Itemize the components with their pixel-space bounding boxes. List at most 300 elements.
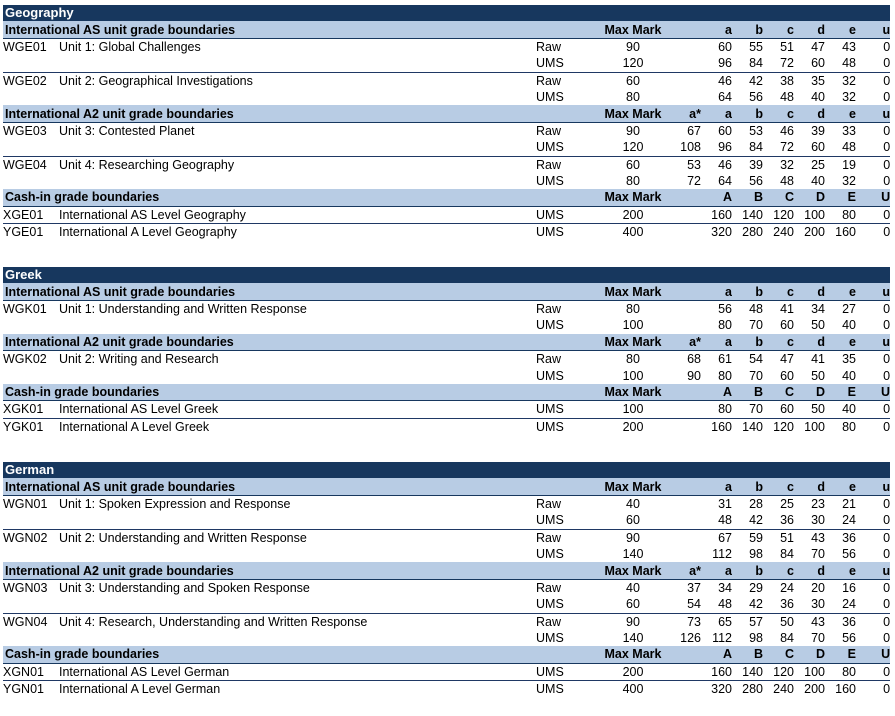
grade-boundary: 36 [780,513,794,528]
grade-boundary: 43 [794,529,825,546]
unit-title: International AS Level Geography [59,207,246,222]
mark-type: UMS [536,90,564,105]
section-title: Cash-in grade boundaries [3,646,578,663]
grade-boundary: 0 [856,681,890,698]
mark-type: UMS [536,513,564,528]
grade-boundary: 30 [811,597,825,612]
grade-boundary: 0 [883,39,891,54]
grade-boundary: 60 [780,402,794,417]
grade-boundary: 84 [749,140,763,155]
grade-boundary: 46 [780,123,794,138]
unit-code: WGE04 [3,157,47,172]
grade-label: b [732,283,763,300]
grade-label: d [794,105,825,122]
grade-boundary: 38 [763,72,794,89]
unit-title: Unit 2: Writing and Research [59,352,219,367]
unit-code: WGN01 [3,496,48,511]
max-mark: 100 [622,368,644,383]
grade-boundary: 40 [842,402,856,417]
grade-boundary: 160 [825,224,856,241]
unit-title: Unit 4: Researching Geography [59,157,235,172]
grade-boundary: 70 [749,402,763,417]
table-row [3,350,890,367]
section-title: International AS unit grade boundaries [3,478,578,495]
unit-title: Unit 4: Research, Understanding and Written Response [59,614,368,629]
grade-boundary: 120 [763,418,794,435]
grade-boundary: 32 [825,72,856,89]
unit-label [3,350,536,367]
grade-boundary: 0 [883,547,891,562]
grade-boundary: 160 [711,207,732,222]
grade-boundary: 98 [749,631,763,646]
grade-boundary: 48 [780,174,794,189]
grade-boundary: 140 [732,418,763,435]
unit-code: WGN04 [3,614,48,629]
grade-boundary: 16 [842,580,856,595]
grade-label: E [825,384,856,401]
grade-boundary: 0 [883,496,891,511]
unit-title: Unit 3: Contested Planet [59,123,195,138]
grade-boundary: 25 [794,156,825,173]
unit-label [3,156,536,173]
grade-boundary: 280 [732,224,763,241]
grade-label: e [825,478,856,495]
grade-boundary: 48 [718,597,732,612]
grade-boundary: 200 [794,681,825,698]
mark-type: Raw [536,123,562,138]
grade-boundary: 50 [811,368,825,383]
table-row [3,72,890,89]
section-header [3,105,890,122]
max-mark: 140 [622,631,644,646]
grade-boundary: 120 [773,664,794,679]
grade-boundary: 160 [825,681,856,698]
unit-label [3,495,536,512]
section-title: Cash-in grade boundaries [3,384,578,401]
grade-boundary: 240 [763,224,794,241]
grade-boundary: 24 [842,597,856,612]
grade-label: D [794,646,825,663]
grade-boundary: 80 [718,318,732,333]
max-mark: 140 [622,547,644,562]
grade-boundary: 48 [718,513,732,528]
unit-code: XGE01 [3,207,44,222]
grade-boundary: 0 [883,140,891,155]
grade-label: c [763,562,794,579]
grade-boundary: 0 [883,207,891,222]
table-row [3,630,890,646]
grade-boundary: 72 [780,140,794,155]
subject-title: German [3,462,890,478]
unit-label [3,579,536,596]
max-mark: 120 [622,140,644,155]
grade-boundary: 33 [842,123,856,138]
max-mark: 400 [602,224,664,241]
max-mark: 80 [626,174,640,189]
unit-label [3,613,536,630]
section-title: International AS unit grade boundaries [3,283,578,300]
grade-boundary: 100 [804,207,825,222]
grade-label: a [701,478,732,495]
grade-boundary: 46 [701,72,732,89]
grade-label: d [794,21,825,38]
section-title: International A2 unit grade boundaries [3,562,578,579]
grade-boundary: 60 [811,56,825,71]
grade-boundary: 68 [687,352,701,367]
unit-label [3,122,536,139]
subject-table-geography [3,5,890,240]
max-mark-header: Max Mark [602,189,664,206]
section-header [3,384,890,401]
grade-boundary: 0 [883,513,891,528]
grade-boundary: 37 [687,580,701,595]
grade-boundary: 80 [842,207,856,222]
grade-boundary: 65 [701,613,732,630]
grade-boundary: 0 [883,352,891,367]
unit-label [3,300,536,317]
section-header [3,21,890,38]
unit-label [3,529,536,546]
grade-label: A [701,646,732,663]
mark-type: UMS [536,174,564,189]
grade-boundary: 0 [856,418,890,435]
table-row [3,367,890,383]
subject-banner [3,267,890,283]
grade-label: d [794,283,825,300]
grade-boundary: 70 [749,368,763,383]
unit-code: WGE01 [3,39,47,54]
grade-boundary: 112 [712,631,732,646]
grade-label: b [732,21,763,38]
grade-label: C [763,384,794,401]
grade-boundary: 80 [825,418,856,435]
unit-title: Unit 2: Understanding and Written Response [59,530,307,545]
section-header [3,478,890,495]
grade-label: A [701,189,732,206]
grade-label: e [825,283,856,300]
grade-label: u [856,105,890,122]
grade-boundary: 40 [811,90,825,105]
grade-label: a [701,334,732,351]
unit-code: WGK02 [3,352,47,367]
table-row [3,401,890,418]
grade-boundary: 0 [883,368,891,383]
max-mark-header: Max Mark [602,478,664,495]
grade-boundary: 72 [687,174,701,189]
unit-code: WGN03 [3,580,48,595]
grade-boundary: 64 [718,174,732,189]
mark-type: UMS [536,681,578,698]
max-mark-header: Max Mark [602,283,664,300]
grade-boundary: 90 [687,368,701,383]
table-row [3,139,890,156]
mark-type: Raw [536,580,562,595]
max-mark: 40 [626,496,640,511]
table-row [3,495,890,512]
grade-boundary: 21 [842,496,856,511]
grade-boundary: 36 [825,529,856,546]
grade-boundary: 320 [701,681,732,698]
grade-label: u [856,283,890,300]
grade-label: C [763,189,794,206]
grade-boundary: 48 [842,56,856,71]
unit-code: WGE02 [3,73,47,88]
grade-boundary: 47 [811,39,825,54]
grade-label: u [856,334,890,351]
max-mark: 90 [626,39,640,54]
grade-boundary: 53 [749,123,763,138]
grade-label: u [856,478,890,495]
grade-boundary: 60 [780,318,794,333]
grade-boundary: 100 [804,664,825,679]
table-row [3,206,890,223]
grade-boundary: 140 [742,664,763,679]
grade-boundary: 27 [842,301,856,316]
grade-boundary: 70 [811,547,825,562]
grade-boundary: 48 [749,301,763,316]
max-mark: 60 [626,597,640,612]
mark-type: Raw [536,39,562,54]
unit-title: Unit 3: Understanding and Spoken Response [59,580,310,595]
grade-boundary: 160 [711,664,732,679]
grade-boundary: 56 [749,90,763,105]
grade-boundary: 126 [680,631,701,646]
table-row [3,38,890,55]
max-mark-header: Max Mark [602,384,664,401]
table-row [3,663,890,680]
grade-boundary: 80 [842,664,856,679]
max-mark: 80 [626,90,640,105]
grade-label: c [763,334,794,351]
max-mark: 200 [602,418,664,435]
unit-title: International A Level Geography [59,225,237,240]
grade-label: a [701,562,732,579]
unit-code: YGN01 [3,682,44,697]
mark-type: UMS [536,597,564,612]
grade-boundary: 70 [749,318,763,333]
unit-code: YGK01 [3,419,44,434]
mark-type: UMS [536,664,564,679]
unit-label [3,72,536,89]
grade-boundary: 51 [780,39,794,54]
max-mark-header: Max Mark [602,562,664,579]
max-mark: 90 [602,529,664,546]
grade-label: a [701,105,732,122]
grade-boundary: 35 [842,352,856,367]
max-mark: 100 [622,402,644,417]
grade-label: C [763,646,794,663]
grade-boundary: 72 [780,56,794,71]
unit-title: International A Level German [59,682,221,697]
grade-boundary: 108 [680,140,701,155]
grade-boundary: 24 [780,580,794,595]
grade-boundary: 43 [794,613,825,630]
grade-boundary: 240 [763,681,794,698]
subject-title: Geography [3,5,890,21]
grade-label: D [794,189,825,206]
section-header [3,189,890,206]
grade-boundary: 54 [687,597,701,612]
grade-boundary: 36 [780,597,794,612]
unit-label [3,401,536,418]
table-row [3,55,890,72]
grade-boundary: 54 [749,352,763,367]
grade-boundary: 34 [811,301,825,316]
table-row [3,89,890,105]
mark-type: Raw [536,496,562,511]
grade-label: c [763,105,794,122]
grade-boundary: 67 [687,123,701,138]
grade-label: B [732,384,763,401]
section-title: International A2 unit grade boundaries [3,105,578,122]
grade-label: b [732,478,763,495]
grade-boundary: 35 [794,72,825,89]
grade-boundary: 112 [712,547,732,562]
mark-type: UMS [536,56,564,71]
grade-boundary: 60 [811,140,825,155]
grade-label: b [732,562,763,579]
grade-boundary: 42 [749,597,763,612]
mark-type: UMS [536,140,564,155]
mark-type: UMS [536,631,564,646]
table-row [3,529,890,546]
grade-boundary: 0 [883,597,891,612]
grade-label: B [732,646,763,663]
unit-label [3,663,536,680]
table-row [3,681,890,698]
unit-label [3,224,536,241]
grade-boundary: 80 [718,368,732,383]
grade-label: U [856,646,890,663]
grade-boundary: 43 [842,39,856,54]
mark-type: UMS [536,547,564,562]
grade-boundary: 0 [856,224,890,241]
max-mark: 100 [622,318,644,333]
mark-type: UMS [536,224,578,241]
grade-boundary: 50 [811,318,825,333]
grade-boundary: 24 [842,513,856,528]
unit-label [3,38,536,55]
grade-boundary: 84 [780,547,794,562]
grade-boundary: 28 [749,496,763,511]
mark-type: UMS [536,368,564,383]
grade-boundary: 60 [718,39,732,54]
grade-boundary: 98 [749,547,763,562]
table-row [3,596,890,613]
grade-boundary: 34 [718,580,732,595]
grade-label: U [856,189,890,206]
mark-type: Raw [536,352,562,367]
grade-boundary: 41 [811,352,825,367]
max-mark-header: Max Mark [602,21,664,38]
grade-boundary: 41 [780,301,794,316]
grade-label: B [732,189,763,206]
grade-boundary: 48 [780,90,794,105]
max-mark-header: Max Mark [602,334,664,351]
subject-table-german [3,462,890,697]
mark-type: Raw [536,613,578,630]
unit-title: Unit 1: Understanding and Written Response [59,301,307,316]
grade-boundary: 61 [718,352,732,367]
grade-boundary: 0 [883,56,891,71]
grade-boundary: 39 [732,156,763,173]
max-mark: 90 [626,123,640,138]
unit-code: YGE01 [3,225,44,240]
mark-type: Raw [536,156,578,173]
grade-label: E [825,646,856,663]
grade-boundary: 200 [794,224,825,241]
grade-boundary: 67 [701,529,732,546]
unit-code: WGN02 [3,530,48,545]
grade-label: e [825,105,856,122]
mark-type: UMS [536,318,564,333]
grade-boundary: 84 [780,631,794,646]
grade-label: c [763,478,794,495]
grade-boundary: 50 [811,402,825,417]
grade-label: A [701,384,732,401]
section-header [3,646,890,663]
grade-boundary: 29 [749,580,763,595]
grade-label: a* [664,105,701,122]
grade-boundary: 55 [749,39,763,54]
grade-label: u [856,562,890,579]
unit-code: WGE03 [3,123,47,138]
max-mark: 60 [602,72,664,89]
mark-type: Raw [536,72,578,89]
mark-type: Raw [536,529,578,546]
grade-boundary: 120 [773,207,794,222]
unit-title: International A Level Greek [59,419,210,434]
max-mark: 60 [602,156,664,173]
unit-title: International AS Level German [59,664,230,679]
table-row [3,122,890,139]
grade-boundary: 42 [732,72,763,89]
grade-label: c [763,21,794,38]
table-row [3,173,890,189]
table-row [3,156,890,173]
grade-label: b [732,334,763,351]
section-header [3,334,890,351]
mark-type: UMS [536,207,564,222]
grade-label: E [825,189,856,206]
grade-label: u [856,21,890,38]
grade-boundary: 0 [883,174,891,189]
grade-boundary: 0 [883,631,891,646]
grade-boundary: 39 [811,123,825,138]
grade-boundary: 30 [811,513,825,528]
section-title: Cash-in grade boundaries [3,189,578,206]
grade-boundary: 40 [811,174,825,189]
max-mark: 200 [622,207,644,222]
grade-boundary: 0 [856,529,890,546]
grade-boundary: 40 [842,368,856,383]
grade-label: e [825,21,856,38]
grade-boundary: 280 [732,681,763,698]
table-row [3,418,890,435]
table-row [3,512,890,529]
unit-title: Unit 2: Geographical Investigations [59,73,253,88]
section-title: International A2 unit grade boundaries [3,334,578,351]
unit-title: Unit 1: Spoken Expression and Response [59,496,291,511]
grade-boundary: 19 [825,156,856,173]
subject-table-greek [3,267,890,435]
subject-banner [3,462,890,478]
table-row [3,317,890,333]
grade-boundary: 23 [811,496,825,511]
grade-label: e [825,334,856,351]
unit-code: XGK01 [3,402,44,417]
max-mark: 80 [626,352,640,367]
